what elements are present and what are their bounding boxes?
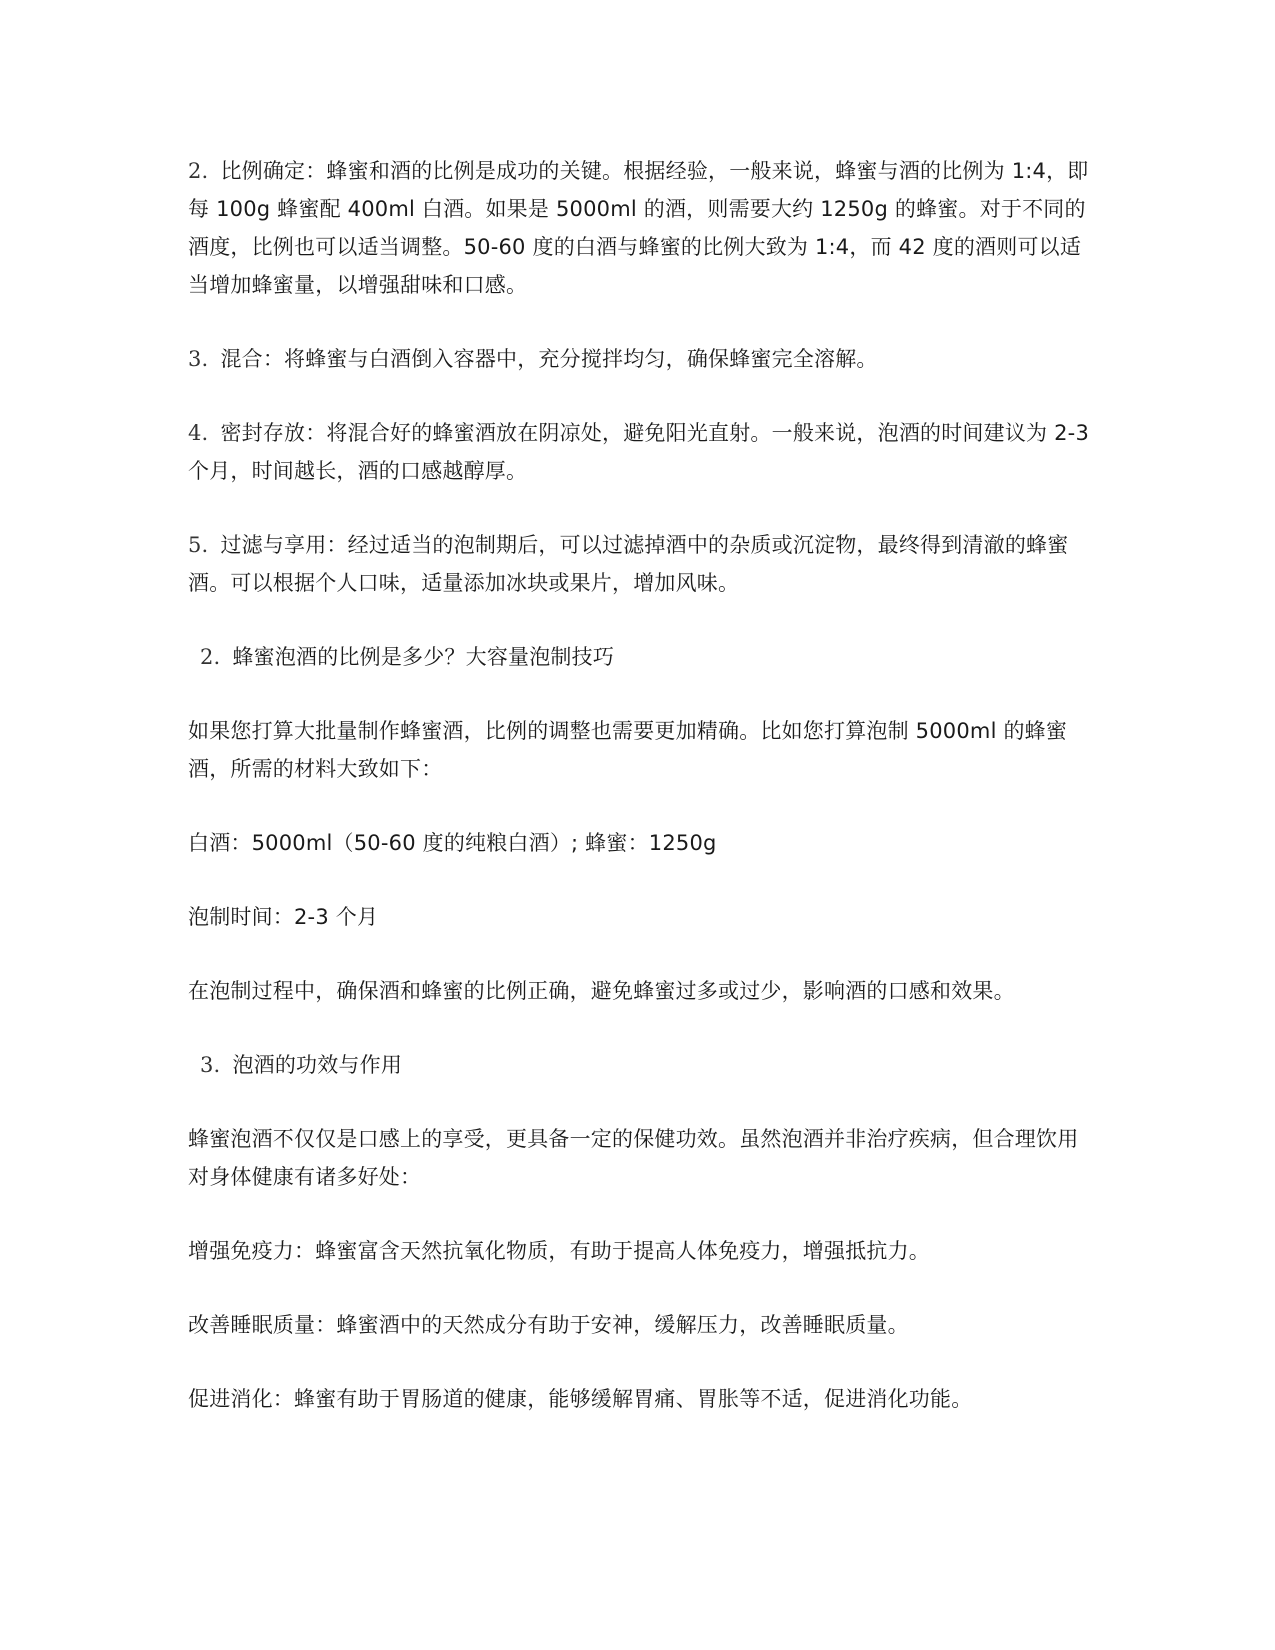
- paragraph-text: 过滤与享用：经过适当的泡制期后，可以过滤掉酒中的杂质或沉淀物，最终得到清澈的蜂蜜酒。可以根据个人口味，适量添加冰块或果片，增加风味。: [188, 533, 1069, 595]
- paragraph-text: 蜂蜜泡酒不仅仅是口感上的享受，更具备一定的保健功效。虽然泡酒并非治疗疾病，但合理饮用对身体健康有诸多好处：: [188, 1127, 1079, 1189]
- heading-text: 蜂蜜泡酒的比例是多少？大容量泡制技巧: [232, 645, 615, 669]
- paragraph-text: 比例确定：蜂蜜和酒的比例是成功的关键。根据经验，一般来说，蜂蜜与酒的比例为 1:4，即每 100g 蜂蜜配 400ml 白酒。如果是 5000ml 的酒，则需要大约 1250g 的蜂蜜。对于不同的酒度，比例也可以适当调整。50-60 度的白酒与蜂蜜的比例大致为 1:4，而 42 度的酒则可以适当增加蜂蜜量，以增强甜味和口感。: [188, 159, 1089, 297]
- bulk-intro-paragraph: [188, 712, 1093, 788]
- step-seal-paragraph: [188, 414, 1093, 490]
- paragraph-text: 在泡制过程中，确保酒和蜂蜜的比例正确，避免蜂蜜过多或过少，影响酒的口感和效果。: [188, 979, 1015, 1003]
- section-number: 2.: [200, 645, 221, 669]
- step-number: 5.: [188, 533, 209, 557]
- brewing-time-paragraph: [188, 898, 1093, 936]
- step-number: 3.: [188, 347, 209, 371]
- heading-text: 泡酒的功效与作用: [232, 1053, 403, 1077]
- step-mix-paragraph: [188, 340, 1093, 378]
- benefit-digestion-paragraph: [188, 1380, 1093, 1418]
- benefit-immunity-paragraph: [188, 1232, 1093, 1270]
- step-number: 4.: [188, 421, 209, 445]
- ingredients-paragraph: [188, 824, 1093, 862]
- section-heading-ratio: [200, 638, 1093, 676]
- paragraph-text: 如果您打算大批量制作蜂蜜酒，比例的调整也需要更加精确。比如您打算泡制 5000ml 的蜂蜜酒，所需的材料大致如下：: [188, 719, 1068, 781]
- step-number: 2.: [188, 159, 209, 183]
- step-ratio-paragraph: [188, 152, 1093, 304]
- process-note-paragraph: [188, 972, 1093, 1010]
- paragraph-text: 密封存放：将混合好的蜂蜜酒放在阴凉处，避免阳光直射。一般来说，泡酒的时间建议为 2-3 个月，时间越长，酒的口感越醇厚。: [188, 421, 1090, 483]
- paragraph-text: 白酒：5000ml（50-60 度的纯粮白酒）; 蜂蜜：1250g: [188, 831, 717, 855]
- paragraph-text: 混合：将蜂蜜与白酒倒入容器中，充分搅拌均匀，确保蜂蜜完全溶解。: [220, 347, 878, 371]
- paragraph-text: 泡制时间：2-3 个月: [188, 905, 379, 929]
- section-heading-benefits: [200, 1046, 1093, 1084]
- paragraph-text: 改善睡眠质量：蜂蜜酒中的天然成分有助于安神，缓解压力，改善睡眠质量。: [188, 1313, 909, 1337]
- section-number: 3.: [200, 1053, 221, 1077]
- document-body: [188, 152, 1093, 1454]
- benefit-sleep-paragraph: [188, 1306, 1093, 1344]
- benefits-intro-paragraph: [188, 1120, 1093, 1196]
- paragraph-text: 促进消化：蜂蜜有助于胃肠道的健康，能够缓解胃痛、胃胀等不适，促进消化功能。: [188, 1387, 973, 1411]
- step-filter-paragraph: [188, 526, 1093, 602]
- paragraph-text: 增强免疫力：蜂蜜富含天然抗氧化物质，有助于提高人体免疫力，增强抵抗力。: [188, 1239, 930, 1263]
